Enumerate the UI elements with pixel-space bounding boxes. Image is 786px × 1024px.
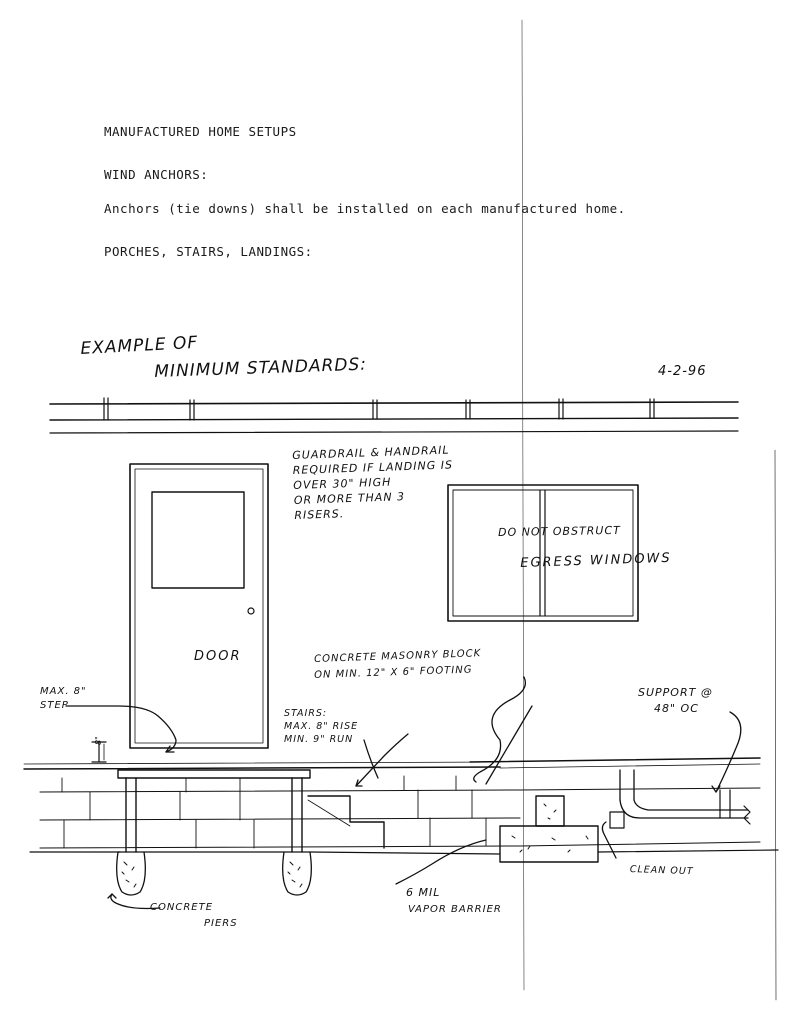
step-label-line2: STEP xyxy=(40,700,69,711)
wind-anchors-heading: WIND ANCHORS: xyxy=(104,167,209,182)
step-dimension-label: 8" xyxy=(94,736,103,745)
stairs-label-line1: STAIRS: xyxy=(284,708,328,719)
window-label-line2: EGRESS WINDOWS xyxy=(520,550,672,571)
drain-pipe xyxy=(610,770,750,828)
guardrail-note-line: RISERS. xyxy=(294,507,345,522)
guardrail-note-line: OR MORE THAN 3 xyxy=(293,490,406,507)
support-label-line2: 48" OC xyxy=(654,702,699,715)
block-label-line2: ON MIN. 12" X 6" FOOTING xyxy=(314,664,473,681)
stairs-label-line2: MAX. 8" RISE xyxy=(284,721,359,732)
cleanout-label: CLEAN OUT xyxy=(629,864,694,878)
support-label-line1: SUPPORT @ xyxy=(638,686,713,699)
guardrail-note xyxy=(292,442,455,523)
vapor-label-line1: 6 MIL xyxy=(406,886,441,899)
block-pier xyxy=(500,796,598,862)
concrete-piers xyxy=(117,852,312,895)
step-dimension xyxy=(92,742,106,762)
guardrail-note-line: OVER 30" HIGH xyxy=(293,475,392,492)
step-label-line1: MAX. 8" xyxy=(40,686,87,697)
example-title-line1: EXAMPLE OF xyxy=(80,332,199,359)
sketch-date: 4-2-96 xyxy=(658,364,707,379)
skirting-blocks xyxy=(40,776,760,848)
door-label: DOOR xyxy=(194,649,242,664)
guardrail-note-line: REQUIRED IF LANDING IS xyxy=(292,458,454,477)
piers-label-line1: CONCRETE xyxy=(150,902,214,913)
vapor-label-line2: VAPOR BARRIER xyxy=(408,904,502,915)
block-label-line1: CONCRETE MASONRY BLOCK xyxy=(314,648,482,665)
porches-heading: PORCHES, STAIRS, LANDINGS: xyxy=(104,244,313,259)
document-title: MANUFACTURED HOME SETUPS xyxy=(104,124,297,139)
guardrail-note-line: GUARDRAIL & HANDRAIL xyxy=(292,443,450,462)
window-label-line1: DO NOT OBSTRUCT xyxy=(498,523,621,539)
stairs xyxy=(308,796,384,848)
example-title-line2: MINIMUM STANDARDS: xyxy=(154,354,368,382)
roof-eave xyxy=(50,398,738,433)
stairs-label-line3: MIN. 9" RUN xyxy=(284,734,354,745)
landing xyxy=(118,770,310,852)
door xyxy=(130,464,268,748)
wind-anchors-text: Anchors (tie downs) shall be installed on each manufactured home. xyxy=(104,201,626,216)
piers-label-line2: PIERS xyxy=(204,918,238,929)
